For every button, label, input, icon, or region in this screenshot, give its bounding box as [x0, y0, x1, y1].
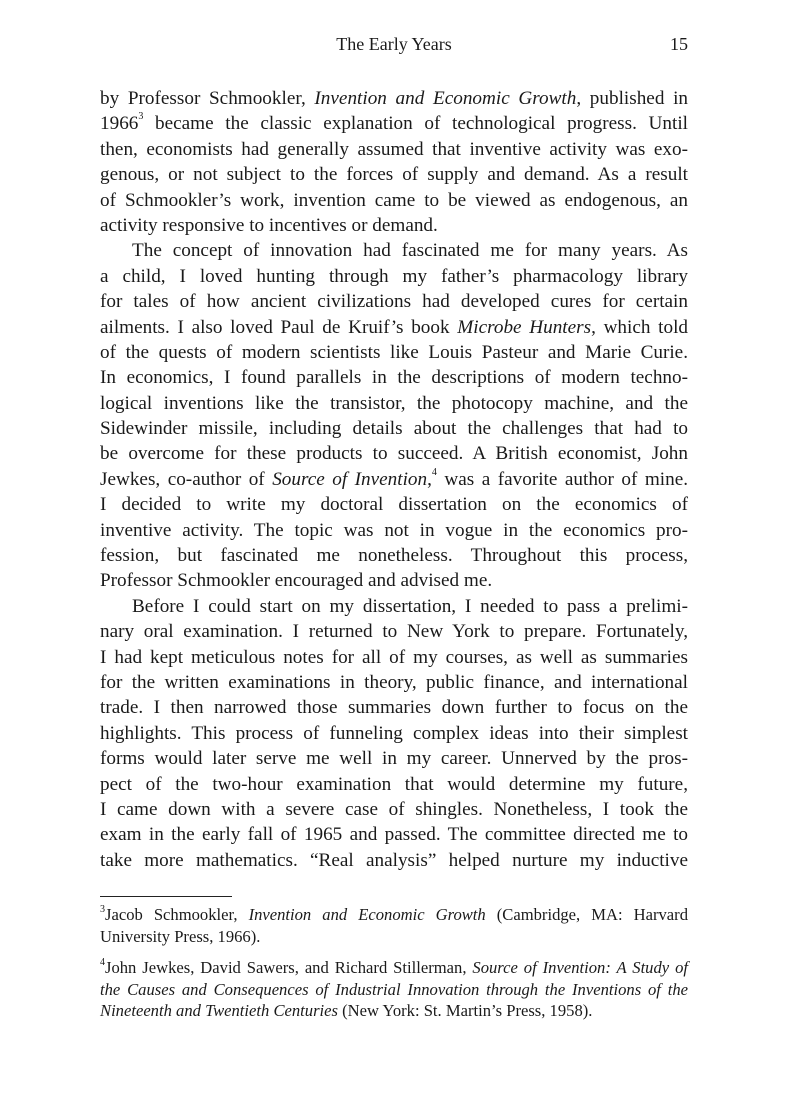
text-line [100, 568, 688, 593]
text-run: 1966 [100, 113, 139, 135]
text-line [100, 441, 688, 466]
italic-title: Source of Invention: A Study of the Causes and Consequences of Industrial Innovation through the Inventions of the Nineteenth and Twentieth Centuries [100, 958, 688, 1020]
page-number: 15 [670, 34, 688, 54]
text-run: ailments. I also loved Paul de Kruif’s book [100, 316, 458, 338]
text-run: of the quests of modern scientists like Louis Pasteur and Marie Curie. [100, 341, 688, 363]
text-run: genous, or not subject to the forces of supply and demand. As a result [100, 164, 688, 186]
italic-title: Source of Invention [272, 468, 428, 490]
text-line [100, 264, 688, 289]
text-line [100, 111, 688, 136]
text-run: , which told [591, 316, 688, 338]
text-run: forms would later serve me well in my career. Unnerved by the pros- [100, 748, 688, 770]
text-line [100, 518, 688, 543]
italic-title: Invention and Economic Growth [314, 88, 577, 109]
text-run: Jewkes, co-author of [100, 468, 273, 490]
text-run: by Professor Schmookler, [100, 88, 315, 109]
text-line [100, 543, 688, 568]
text-line [100, 670, 688, 695]
text-run: pect of the two-hour examination that would determine my future, [100, 773, 688, 795]
text-run: then, economists had generally assumed that inventive activity was exo- [100, 138, 688, 160]
text-line [100, 315, 688, 340]
text-run: take more mathematics. “Real analysis” helped nurture my inductive [100, 849, 688, 871]
text-run: In economics, I found parallels in the descriptions of modern techno- [100, 367, 688, 389]
text-line [100, 188, 688, 213]
text-line [100, 619, 688, 644]
footnote-marker: 4 [431, 466, 437, 478]
text-line [100, 238, 688, 263]
text-line [100, 721, 688, 746]
text-run: John Jewkes, David Sawers, and Richard Stillerman, [105, 958, 473, 977]
text-run: exam in the early fall of 1965 and passed. The committee directed me to [100, 824, 688, 846]
footnote-rule [100, 896, 232, 897]
text-line [100, 594, 688, 619]
text-run: Sidewinder missile, including details about the challenges that had to [100, 418, 688, 440]
text-run: of Schmookler’s work, invention came to be viewed as endogenous, an [100, 189, 688, 211]
text-line [100, 492, 688, 517]
text-run: The concept of innovation had fascinated me for many years. As [132, 240, 688, 262]
text-line [100, 848, 688, 873]
text-run: , [427, 468, 432, 490]
text-line [100, 645, 688, 670]
text-line [100, 467, 688, 492]
text-run: was a favorite author of mine. [436, 468, 689, 490]
footnote-marker: 3 [138, 111, 144, 123]
text-run: highlights. This process of funneling complex ideas into their simplest [100, 722, 688, 744]
text-line [100, 822, 688, 847]
footnote-marker: 4 [100, 957, 105, 968]
text-run: Before I could start on my dissertation, I needed to pass a prelimi- [132, 595, 688, 617]
text-run: (New York: St. Martin’s Press, 1958). [337, 1001, 593, 1020]
text-run: I had kept meticulous notes for all of my courses, as well as summaries [100, 646, 688, 668]
text-line [100, 416, 688, 441]
footnote [100, 957, 688, 1022]
text-line [100, 365, 688, 390]
footnote [100, 904, 688, 947]
text-run: Professor Schmookler encouraged and advised me. [100, 570, 493, 592]
text-line [100, 289, 688, 314]
text-run: a child, I loved hunting through my father’s pharmacology library [100, 265, 688, 287]
text-run: inventive activity. The topic was not in vogue in the economics pro- [100, 519, 688, 541]
italic-title: Invention and Economic Growth [248, 905, 486, 924]
text-run: Jacob Schmookler, [105, 905, 249, 924]
text-line [100, 162, 688, 187]
italic-title: Microbe Hunters [457, 316, 592, 338]
text-run: trade. I then narrowed those summaries down further to focus on the [100, 697, 688, 719]
text-line [100, 797, 688, 822]
text-run: nary oral examination. I returned to New York to prepare. Fortunately, [100, 621, 688, 643]
text-line [100, 86, 688, 111]
footnotes [100, 904, 688, 1032]
text-line [100, 695, 688, 720]
text-line [100, 213, 688, 238]
text-run: I came down with a severe case of shingles. Nonetheless, I took the [100, 798, 688, 820]
text-run: I decided to write my doctoral dissertation on the economics of [100, 494, 688, 516]
text-run: fession, but fascinated me nonetheless. Throughout this process, [100, 545, 688, 567]
text-run: be overcome for these products to succeed. A British economist, John [100, 443, 688, 465]
text-run: logical inventions like the transistor, the photocopy machine, and the [100, 392, 688, 414]
text-line [100, 746, 688, 771]
text-run: activity responsive to incentives or demand. [100, 214, 438, 236]
footnote-marker: 3 [100, 904, 105, 915]
body-text [100, 86, 688, 873]
running-header [100, 34, 688, 60]
text-line [100, 137, 688, 162]
text-run: for tales of how ancient civilizations had developed cures for certain [100, 291, 688, 313]
text-line [100, 772, 688, 797]
text-run: (Cambridge, MA: Harvard University Press, 1966). [100, 905, 688, 946]
running-title: The Early Years [336, 34, 452, 54]
text-line [100, 340, 688, 365]
text-run: became the classic explanation of technological progress. Until [143, 113, 688, 135]
text-run: , published in [576, 88, 688, 109]
text-line [100, 391, 688, 416]
text-run: for the written examinations in theory, public finance, and international [100, 671, 688, 693]
